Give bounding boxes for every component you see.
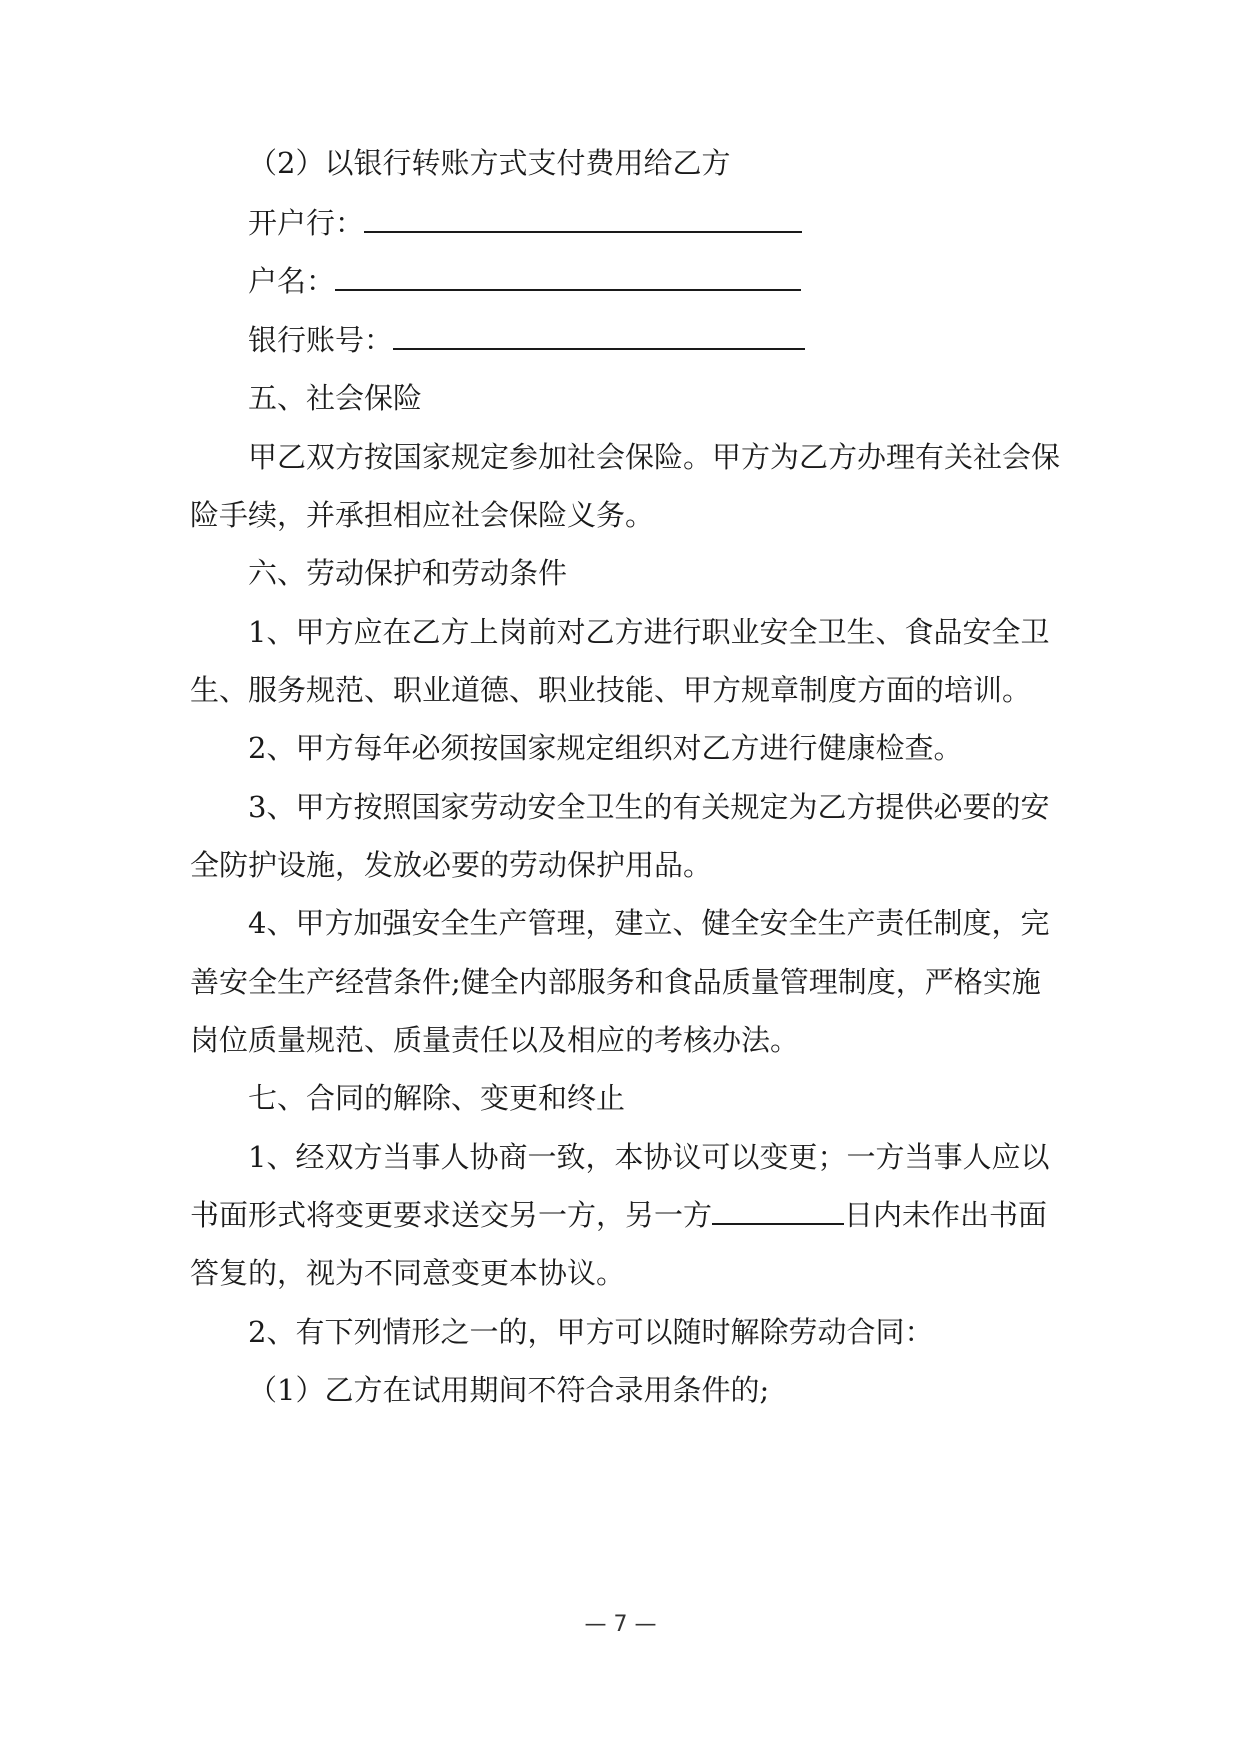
days-blank	[712, 1195, 844, 1225]
bank-account-field	[248, 320, 1128, 360]
account-name-field	[248, 261, 1128, 301]
paragraph-line: 岗位质量规范、质量责任以及相应的考核办法。	[190, 1023, 800, 1057]
paragraph-line: 全防护设施，发放必要的劳动保护用品。	[190, 848, 713, 882]
days-prefix: 书面形式将变更要求送交另一方，另一方	[190, 1198, 713, 1232]
paragraph-line: 2、甲方每年必须按国家规定组织对乙方进行健康检查。	[248, 731, 963, 765]
payment-method-line: （2）以银行转账方式支付费用给乙方	[248, 146, 731, 180]
account-name-label: 户名：	[248, 264, 336, 298]
section-heading: 五、社会保险	[248, 381, 423, 415]
paragraph-line: 2、有下列情形之一的，甲方可以随时解除劳动合同：	[248, 1315, 934, 1349]
bank-name-field	[248, 203, 1128, 243]
paragraph-line: 1、甲方应在乙方上岗前对乙方进行职业安全卫生、食品安全卫	[248, 615, 1050, 649]
section-heading: 七、合同的解除、变更和终止	[248, 1081, 626, 1115]
section-heading: 六、劳动保护和劳动条件	[248, 556, 568, 590]
bank-name-label: 开户行：	[248, 206, 365, 240]
paragraph-line: 善安全生产经营条件;健全内部服务和食品质量管理制度，严格实施	[190, 965, 1041, 999]
paragraph-line: （1）乙方在试用期间不符合录用条件的;	[248, 1373, 770, 1407]
paragraph-line: 生、服务规范、职业道德、职业技能、甲方规章制度方面的培训。	[190, 673, 1032, 707]
page-number: — 7 —	[584, 1612, 657, 1637]
bank-account-label: 银行账号：	[248, 323, 394, 357]
days-suffix: 日内未作出书面	[844, 1198, 1048, 1232]
paragraph-line: 3、甲方按照国家劳动安全卫生的有关规定为乙方提供必要的安	[248, 790, 1050, 824]
bank-account-blank	[393, 320, 805, 350]
bank-name-blank	[364, 203, 802, 233]
paragraph-line: 1、经双方当事人协商一致，本协议可以变更；一方当事人应以	[248, 1140, 1050, 1174]
paragraph-line	[190, 1195, 1070, 1235]
paragraph-line: 险手续，并承担相应社会保险义务。	[190, 498, 655, 532]
account-name-blank	[335, 261, 801, 291]
paragraph-line: 4、甲方加强安全生产管理，建立、健全安全生产责任制度，完	[248, 906, 1050, 940]
paragraph-line: 甲乙双方按国家规定参加社会保险。甲方为乙方办理有关社会保	[248, 440, 1061, 474]
paragraph-line: 答复的，视为不同意变更本协议。	[190, 1256, 626, 1290]
